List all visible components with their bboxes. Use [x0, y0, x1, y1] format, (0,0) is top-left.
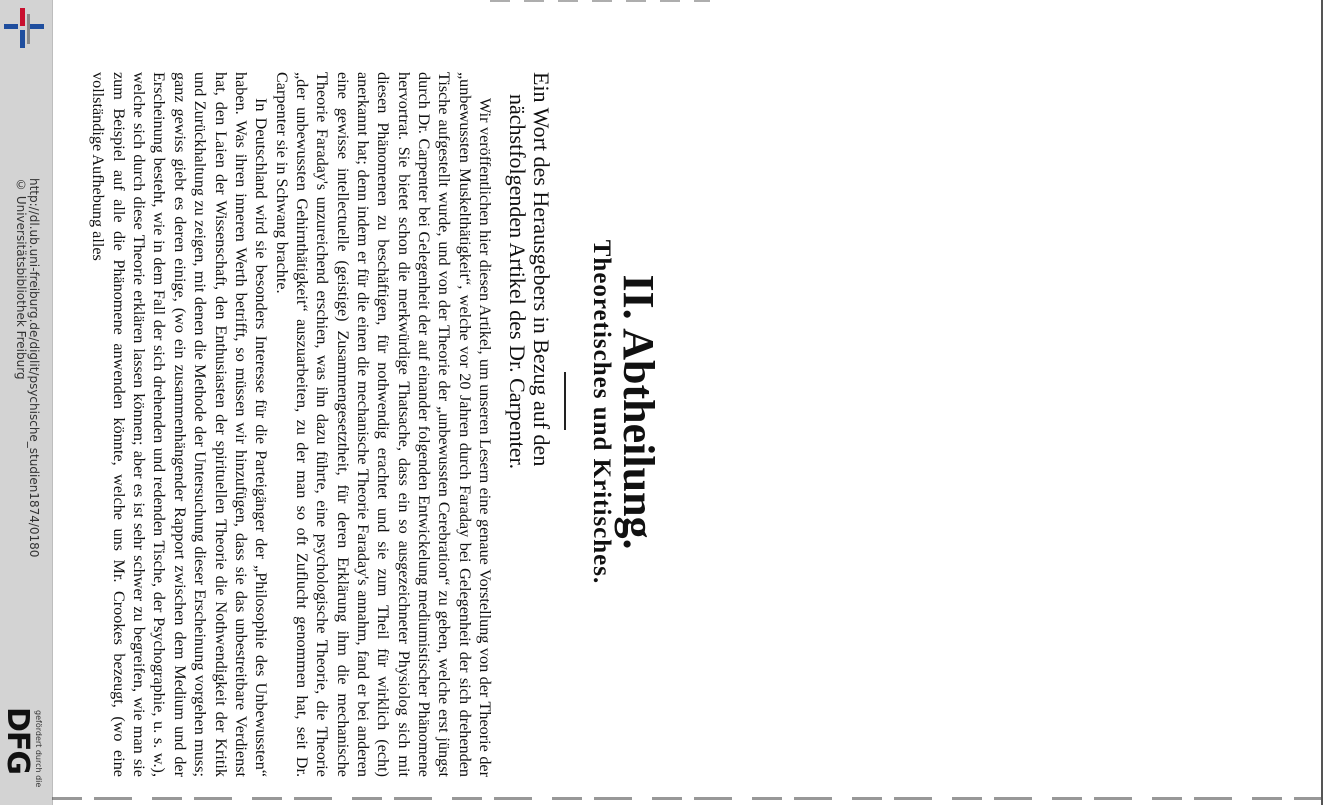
copyright-text: © Universitätsbibliothek Freiburg — [14, 178, 28, 380]
article-title-line: nächstfolgenden Artikel des Dr. Carpenter. — [505, 94, 530, 470]
body-paragraph: Wir veröffentlichen hier diesen Artikel, um unseren Lesern eine genaue Vorstellung von der Theorie der „unbewussten Muskelthätigkeit“, welche vor 20 Jahren durch Faraday bei Gelegenheit der sich drehenden Tische aufgestellt wurde, und von der Theorie der „unbewussten Cerebration“ zu geben, welche erst jüngst durch Dr. Carpenter bei Gelegenheit der auf einander folgenden Entwickelung mediumistischer Phänomene hervortrat. Sie bietet schon die merkwürdige Thatsache, dass ein so ausgezeichneter Physiolog sich mit diesen Phänomenen zu beschäftigen, für nothwendig erachtet und sie zum Theil für wirklich (echt) anerkannt hat; denn indem er für die einen die mechanische Theorie Faraday's annahm, fand er bei anderen eine gewisse intellectuelle (geistige) Zusammengesetztheit, für deren Erklärung ihm die mechanische Theorie Faraday's unzureichend erschien, was ihn dazu führte, eine psychologische Theorie, die Theorie „der unbewussten Gehirnthätigkeit“ auszuarbeiten, zu der man so oft Zuflucht genommen hat, seit Dr. Carpenter sie in Schwang brachte. — [272, 72, 494, 777]
article-title — [505, 72, 553, 772]
article-body — [88, 72, 495, 777]
scan-edge-right — [1321, 0, 1333, 805]
section-subheading: Theoretisches und Kritisches. — [588, 239, 615, 585]
article-title-line: Ein Wort des Herausgebers in Bezug auf den — [529, 72, 554, 467]
source-url-link[interactable]: http://dl.ub.uni-freiburg.de/diglit/psychische_studien1874/0180 — [27, 178, 41, 558]
dfg-funding-note: gefördert durch die — [34, 710, 43, 788]
scan-edge-bottom — [52, 797, 1322, 800]
scan-edge-top — [490, 0, 710, 2]
section-heading: II. Abtheilung. — [614, 274, 663, 550]
scanned-page — [0, 52, 663, 777]
heading-divider — [564, 372, 566, 430]
uni-freiburg-logo-icon — [4, 6, 44, 54]
body-paragraph: In Deutschland wird sie besonders Interesse für die Parteigänger der „Philosophie des Unbewussten“ haben. Was ihren inneren Werth betrifft, so müssen wir hinzufügen, dass sie das unbestreitbare Verdienst hat, den Laien der Wissenschaft, den Enthusiasten der spirituellen Theorie die Nothwendigkeit der Kritik und Zurückhaltung zu zeigen, mit denen die Methode der Untersuchung dieser Erscheinung vorgehen muss; ganz gewiss giebt es deren einige, (wo ein zusammenhängender Rapport zwischen dem Medium und der Erscheinung besteht, wie in dem Fall der sich drehenden und redenden Tische, der Psychographie, u. s. w.), welche sich durch diese Theorie erklären lassen können; aber es ist sehr schwer zu begreifen, wie man sie zum Beispiel auf alle die Phänomene anwenden könnte, welche uns Mr. Crookes bezeugt, (wo eine vollständige Aufhebung alles — [89, 72, 271, 777]
dfg-logo-text: DFG — [0, 707, 35, 775]
